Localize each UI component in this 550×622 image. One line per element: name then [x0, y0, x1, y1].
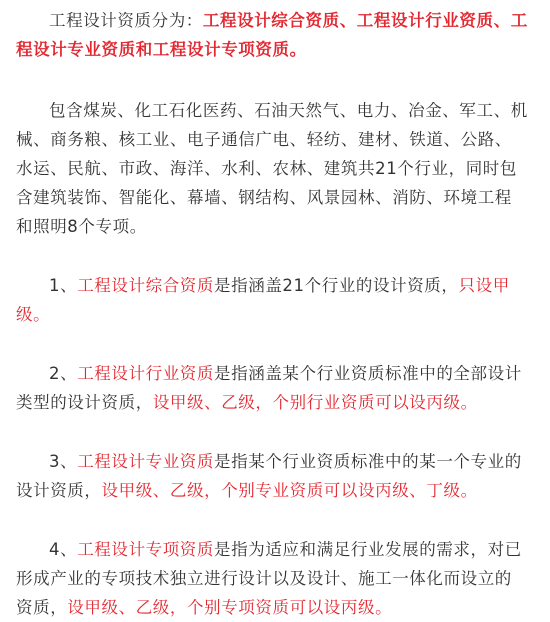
qualification-types: 工程设计综合资质、工程设计行业资质、工程设计专业资质和工程设计专项资质。	[16, 11, 528, 59]
industries-paragraph	[16, 96, 528, 241]
item-term: 工程设计行业资质	[77, 364, 215, 383]
item-term: 工程设计综合资质	[77, 276, 215, 295]
intro-prefix: 工程设计资质分为：	[49, 11, 203, 30]
item-comprehensive	[16, 271, 528, 329]
item-specialty	[16, 447, 528, 505]
item-number: 1、	[49, 276, 78, 295]
item-number: 3、	[49, 452, 78, 471]
item-number: 4、	[49, 540, 78, 559]
item-industry	[16, 359, 528, 417]
item-grades: 设甲级、乙级，个别专项资质可以设丙级。	[67, 598, 393, 617]
intro-paragraph	[16, 6, 528, 64]
item-number: 2、	[49, 364, 78, 383]
item-grades: 只设甲级。	[16, 276, 510, 324]
item-special-project	[16, 535, 528, 622]
item-term: 工程设计专项资质	[77, 540, 215, 559]
industries-text: 包含煤炭、化工石化医药、石油天然气、电力、冶金、军工、机械、商务粮、核工业、电子通信广电、轻纺、建材、铁道、公路、水运、民航、市政、海洋、水利、农林、建筑共21个行业，同时包含建筑装饰、智能化、幕墙、钢结构、风景园林、消防、环境工程和照明8个专项。	[16, 101, 528, 236]
item-description: 是指某个行业资质标准中的某一个专业的设计资质，	[16, 452, 522, 500]
item-description: 是指涵盖某个行业资质标准中的全部设计类型的设计资质，	[16, 364, 522, 412]
item-grades: 设甲级、乙级，个别专业资质可以设丙级、丁级。	[101, 481, 478, 500]
item-description: 是指涵盖21个行业的设计资质，	[214, 276, 459, 295]
item-grades: 设甲级、乙级，个别行业资质可以设丙级。	[152, 393, 478, 412]
item-description: 是指为适应和满足行业发展的需求，对已形成产业的专项技术独立进行设计以及设计、施工一体化而设立的资质，	[16, 540, 522, 617]
item-term: 工程设计专业资质	[77, 452, 215, 471]
